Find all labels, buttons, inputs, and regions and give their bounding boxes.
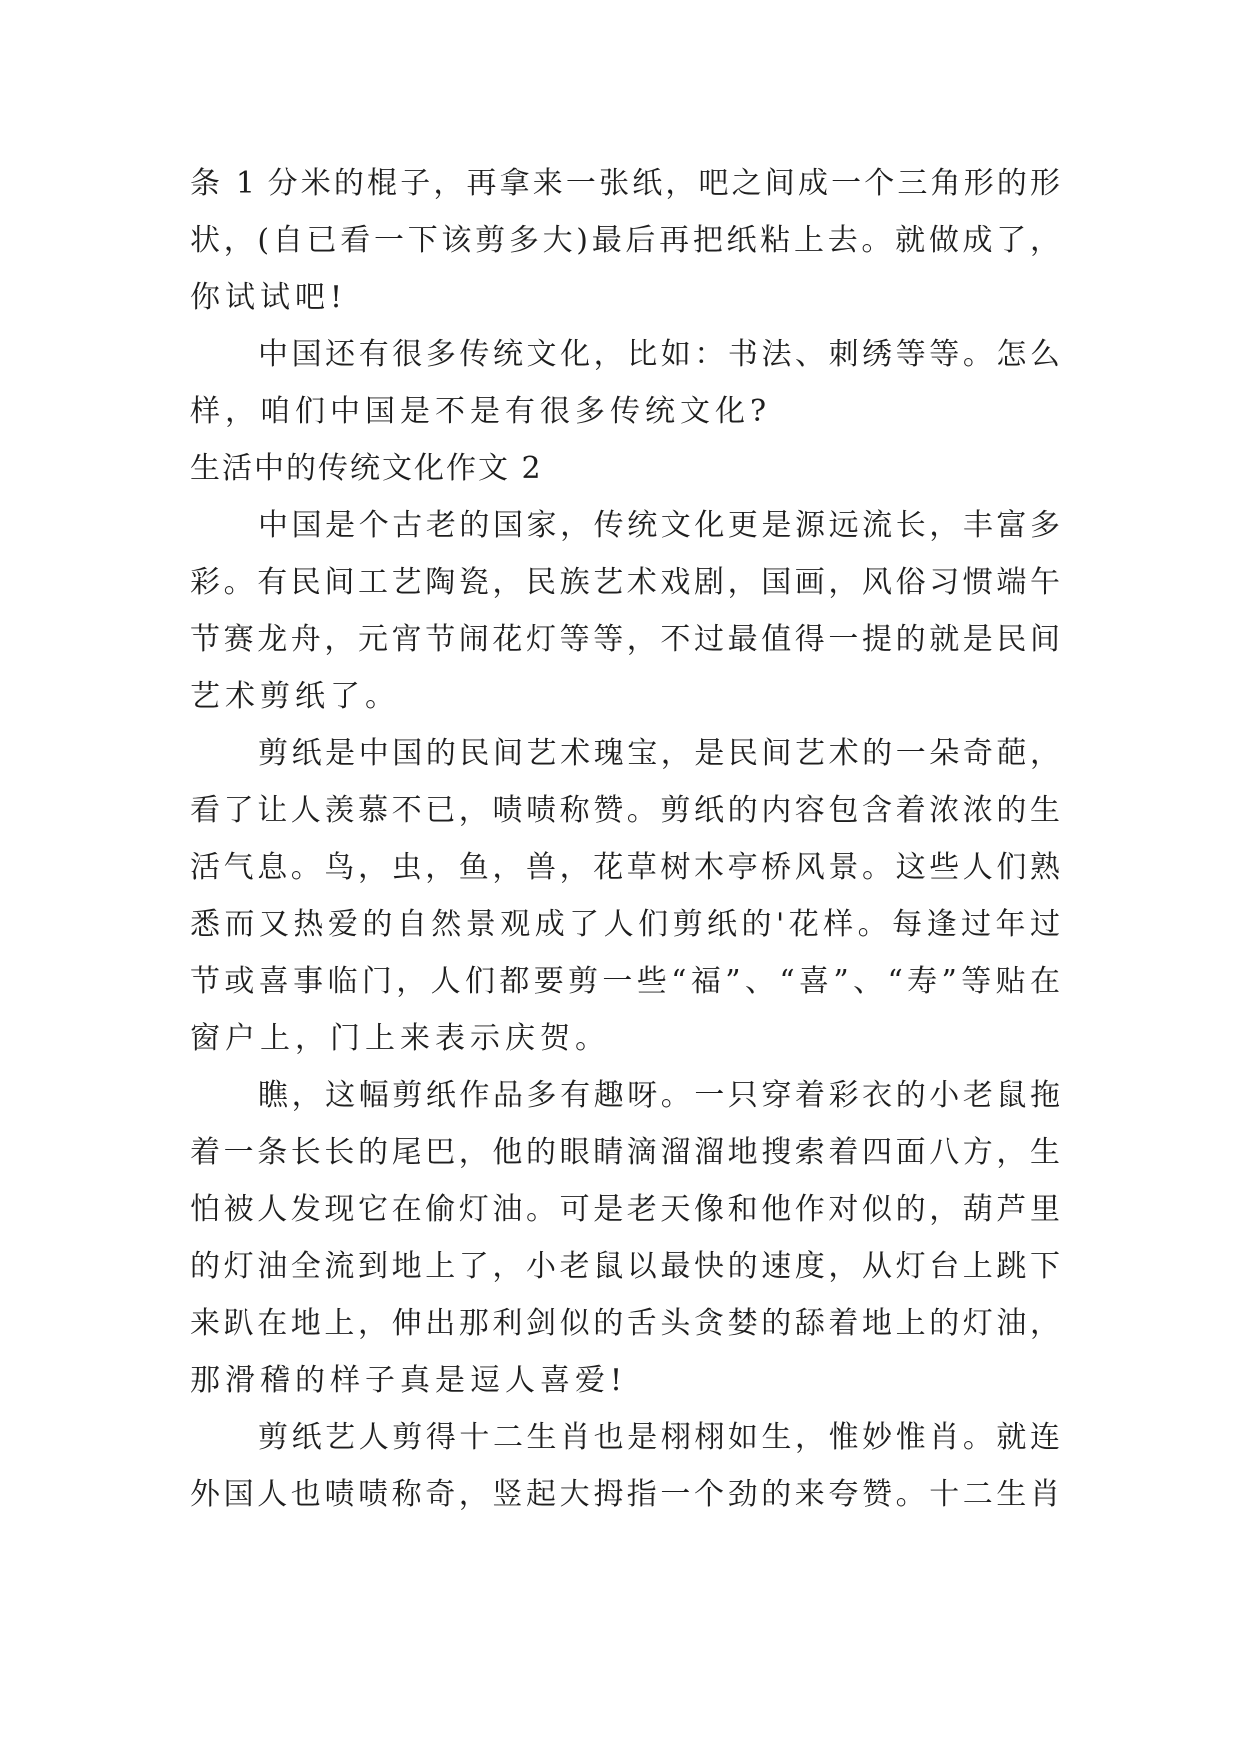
text-line: 悉而又热爱的自然景观成了人们剪纸的'花样。每逢过年过 [190,907,1060,942]
paragraph-2 [190,725,1060,1067]
text-line: 条 1 分米的棍子，再拿来一张纸，吧之间成一个三角形的形 [190,166,1060,201]
paragraph-4 [190,1409,1060,1523]
text-line: 的灯油全流到地上了，小老鼠以最快的速度，从灯台上跳下 [190,1249,1060,1284]
text-line: 样，咱们中国是不是有很多传统文化? [190,394,772,429]
text-line: 看了让人羡慕不已，啧啧称赞。剪纸的内容包含着浓浓的生 [190,793,1060,828]
text-line: 活气息。鸟，虫，鱼，兽，花草树木亭桥风景。这些人们熟 [190,850,1060,885]
text-line: 状，(自已看一下该剪多大)最后再把纸粘上去。就做成了， [190,223,1060,258]
text-line: 窗户上，门上来表示庆贺。 [190,1021,610,1056]
text-line: 节或喜事临门，人们都要剪一些“福”、“喜”、“寿”等贴在 [190,964,1060,999]
paragraph-1 [190,497,1060,725]
text-line: 彩。有民间工艺陶瓷，民族艺术戏剧，国画，风俗习惯端午 [190,565,1060,600]
paragraph-3 [190,1067,1060,1409]
closing-paragraph [190,326,1060,440]
text-line: 剪纸艺人剪得十二生肖也是栩栩如生，惟妙惟肖。就连 [258,1420,1060,1455]
text-line: 中国是个古老的国家，传统文化更是源远流长，丰富多 [258,508,1060,543]
text-line: 怕被人发现它在偷灯油。可是老天像和他作对似的，葫芦里 [190,1192,1060,1227]
text-line: 来趴在地上，伸出那利剑似的舌头贪婪的舔着地上的灯油， [190,1306,1060,1341]
text-line: 外国人也啧啧称奇，竖起大拇指一个劲的来夸赞。十二生肖 [190,1477,1060,1512]
text-line: 剪纸是中国的民间艺术瑰宝，是民间艺术的一朵奇葩， [258,736,1060,771]
text-line: 那滑稽的样子真是逗人喜爱! [190,1363,628,1398]
text-line: 艺术剪纸了。 [190,679,400,714]
essay-title: 生活中的传统文化作文 2 [190,451,543,486]
document-body [190,155,1060,1523]
text-line: 着一条长长的尾巴，他的眼睛滴溜溜地搜索着四面八方，生 [190,1135,1060,1170]
intro-paragraph [190,155,1060,326]
text-line: 节赛龙舟，元宵节闹花灯等等，不过最值得一提的就是民间 [190,622,1060,657]
text-line: 你试试吧! [190,280,348,315]
text-line: 瞧，这幅剪纸作品多有趣呀。一只穿着彩衣的小老鼠拖 [258,1078,1060,1113]
text-line: 中国还有很多传统文化，比如：书法、刺绣等等。怎么 [258,337,1060,372]
